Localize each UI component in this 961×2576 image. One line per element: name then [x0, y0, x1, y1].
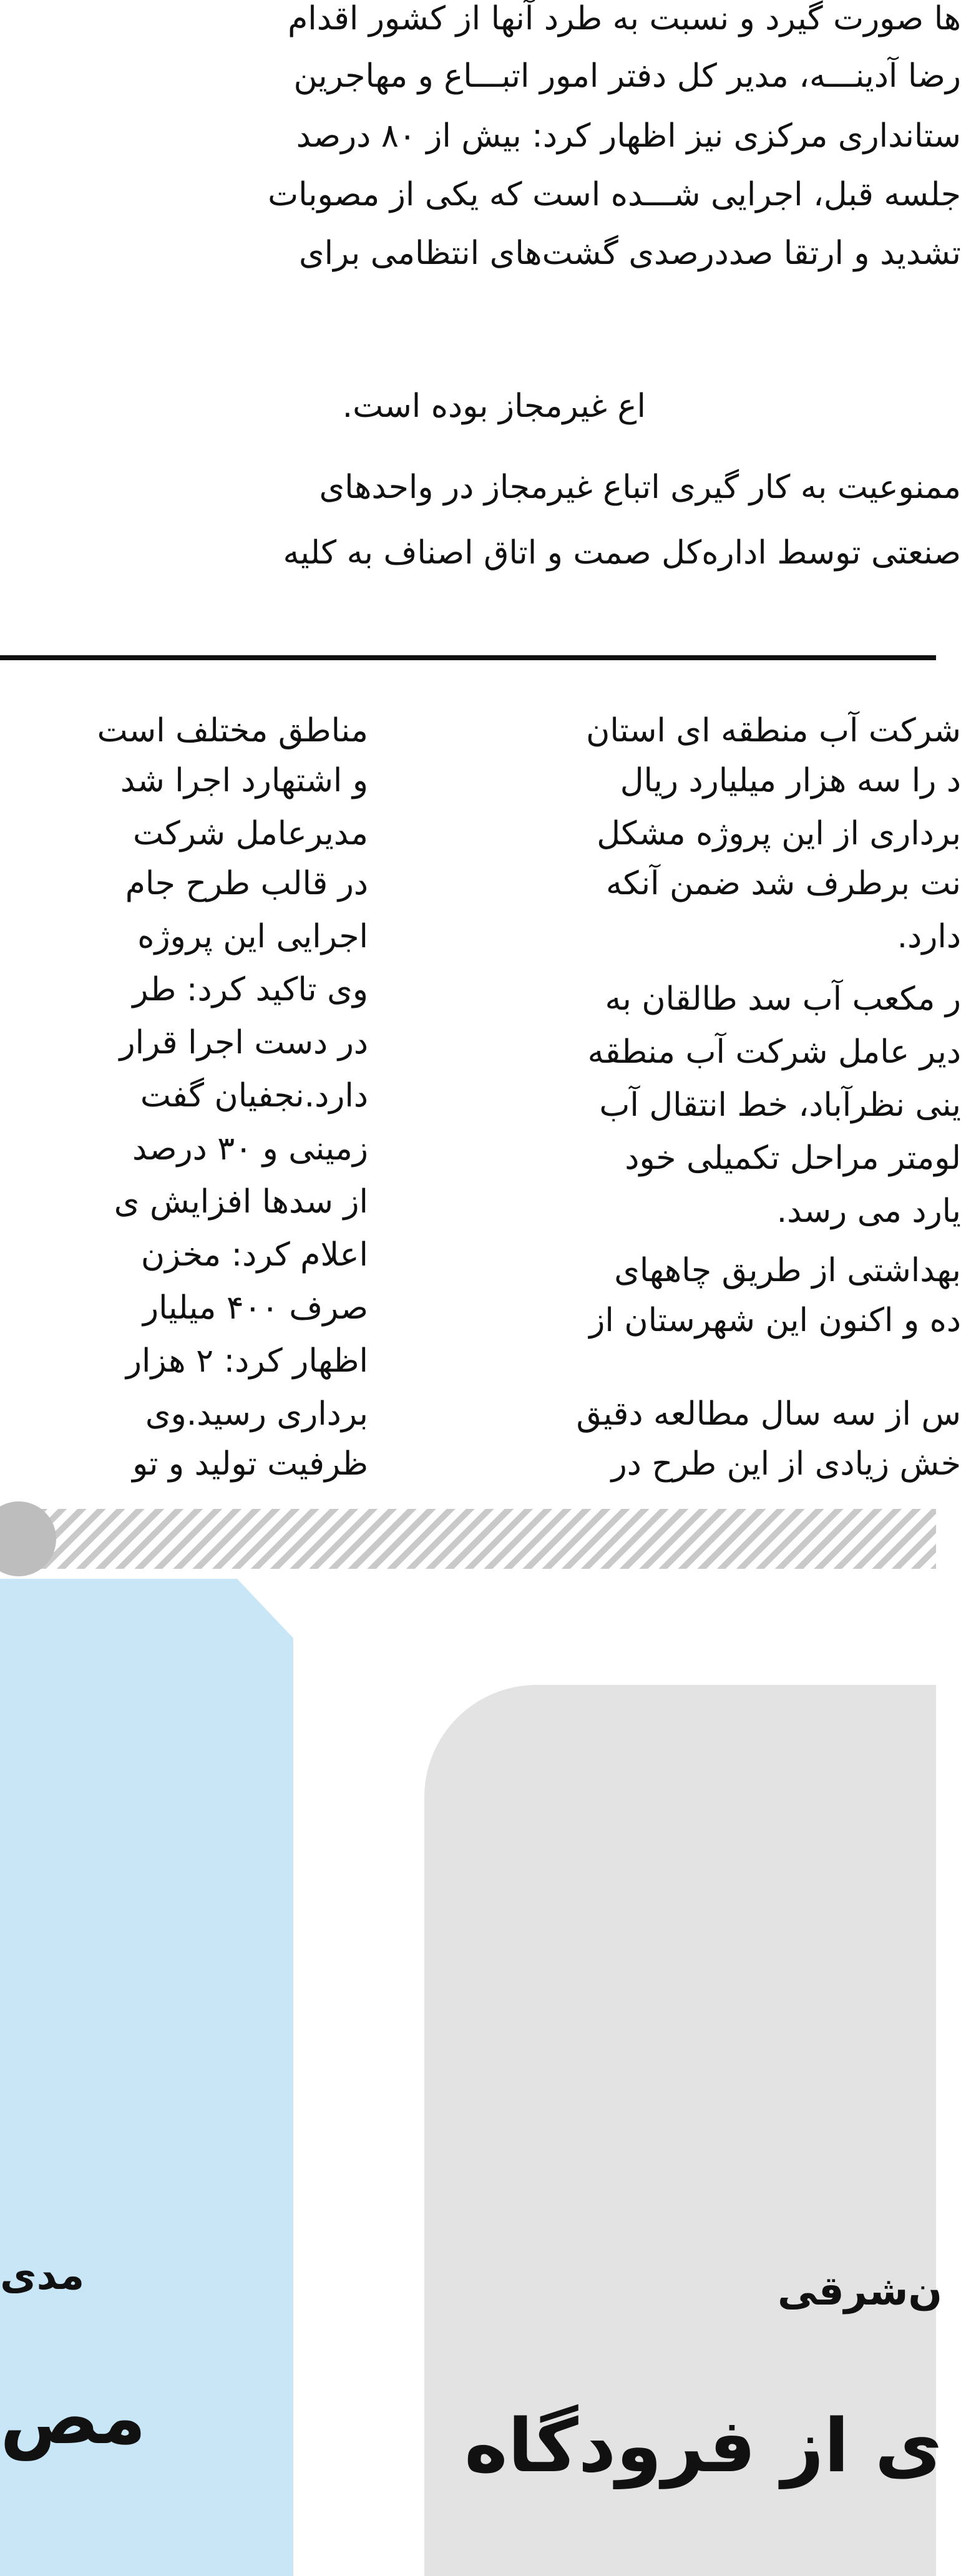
article-text-line: برداری از این پروژه مشکل: [597, 815, 961, 852]
article-text-line: ینی نظرآباد، خط انتقال آب: [599, 1086, 961, 1124]
article-text-line: دارد.نجفیان گفت: [140, 1077, 368, 1115]
blue-box-kicker: مدی: [0, 2253, 85, 2299]
article-text-line: بهداشتی از طریق چاههای: [614, 1252, 961, 1289]
article-text-line: ها صورت گیرد و نسبت به طرد آنها از کشور اقدام: [288, 0, 961, 37]
article-text-line: مدیرعامل شرکت: [132, 815, 368, 852]
article-text-line: ظرفیت تولید و تو: [132, 1445, 368, 1483]
article-text-line: شرکت آب منطقه ای استان: [586, 712, 961, 749]
article-text-line: و اشتهارد اجرا شد: [120, 762, 368, 799]
gray-box-headline: ی از فرودگاه: [464, 2403, 942, 2489]
article-text-line: س از سه سال مطالعه دقیق: [576, 1395, 961, 1433]
article-text-line: در قالب طرح جام: [125, 865, 368, 902]
article-text-line: زمینی و ۳۰ درصد: [132, 1130, 368, 1168]
article-text-line: لومتر مراحل تکمیلی خود: [625, 1139, 961, 1177]
article-text-line: تشدید و ارتقا صددرصدی گشت‌های انتظامی برای: [298, 235, 961, 272]
article-text-line: ده و اکنون این شهرستان از: [589, 1302, 961, 1339]
section-divider: [0, 655, 936, 660]
hatched-divider-band: [0, 1509, 936, 1569]
article-text-line: یارد می رسد.: [776, 1193, 961, 1230]
article-text-line: ممنوعیت به کار گیری اتباع غیرمجاز در واحدهای: [319, 469, 961, 506]
article-text-line: صرف ۴۰۰ میلیار: [142, 1289, 368, 1327]
article-text-line: دیر عامل شرکت آب منطقه: [587, 1033, 961, 1071]
article-text-line: رضا آدینـــه، مدیر کل دفتر امور اتبـــاع و مهاجرین: [293, 57, 961, 95]
blue-box-headline: مص: [0, 2374, 147, 2461]
article-text-line: برداری رسید.وی: [145, 1395, 368, 1433]
article-text-line: ر مکعب آب سد طالقان به: [605, 980, 961, 1018]
article-text-line: اجرایی این پروژه: [137, 918, 368, 955]
article-text-line: دارد.: [897, 918, 961, 955]
article-text-line: مناطق مختلف است: [97, 712, 368, 749]
article-text-line: اع غیرمجاز بوده است.: [342, 388, 646, 425]
article-text-line: د را سه هزار میلیارد ریال: [620, 762, 961, 799]
gray-box-kicker: ن‌شرقی: [777, 2268, 942, 2315]
article-text-line: اعلام کرد: مخزن: [140, 1236, 368, 1274]
article-text-line: ستانداری مرکزی نیز اظهار کرد: بیش از ۸۰ درصد: [296, 117, 961, 155]
article-text-line: صنعتی توسط اداره‌کل صمت و اتاق اصناف به کلیه: [283, 534, 961, 572]
article-text-line: خش زیادی از این طرح در: [611, 1445, 961, 1483]
article-text-line: جلسه قبل، اجرایی شـــده است که یکی از مصوبات: [268, 176, 961, 213]
article-text-line: در دست اجرا قرار: [119, 1024, 368, 1061]
article-text-line: اظهار کرد: ۲ هزار: [125, 1342, 368, 1380]
article-text-line: از سدها افزایش ی: [114, 1183, 368, 1221]
article-text-line: وی تاکید کرد: طر: [132, 971, 368, 1008]
article-text-line: نت برطرف شد ضمن آنکه: [606, 865, 961, 902]
